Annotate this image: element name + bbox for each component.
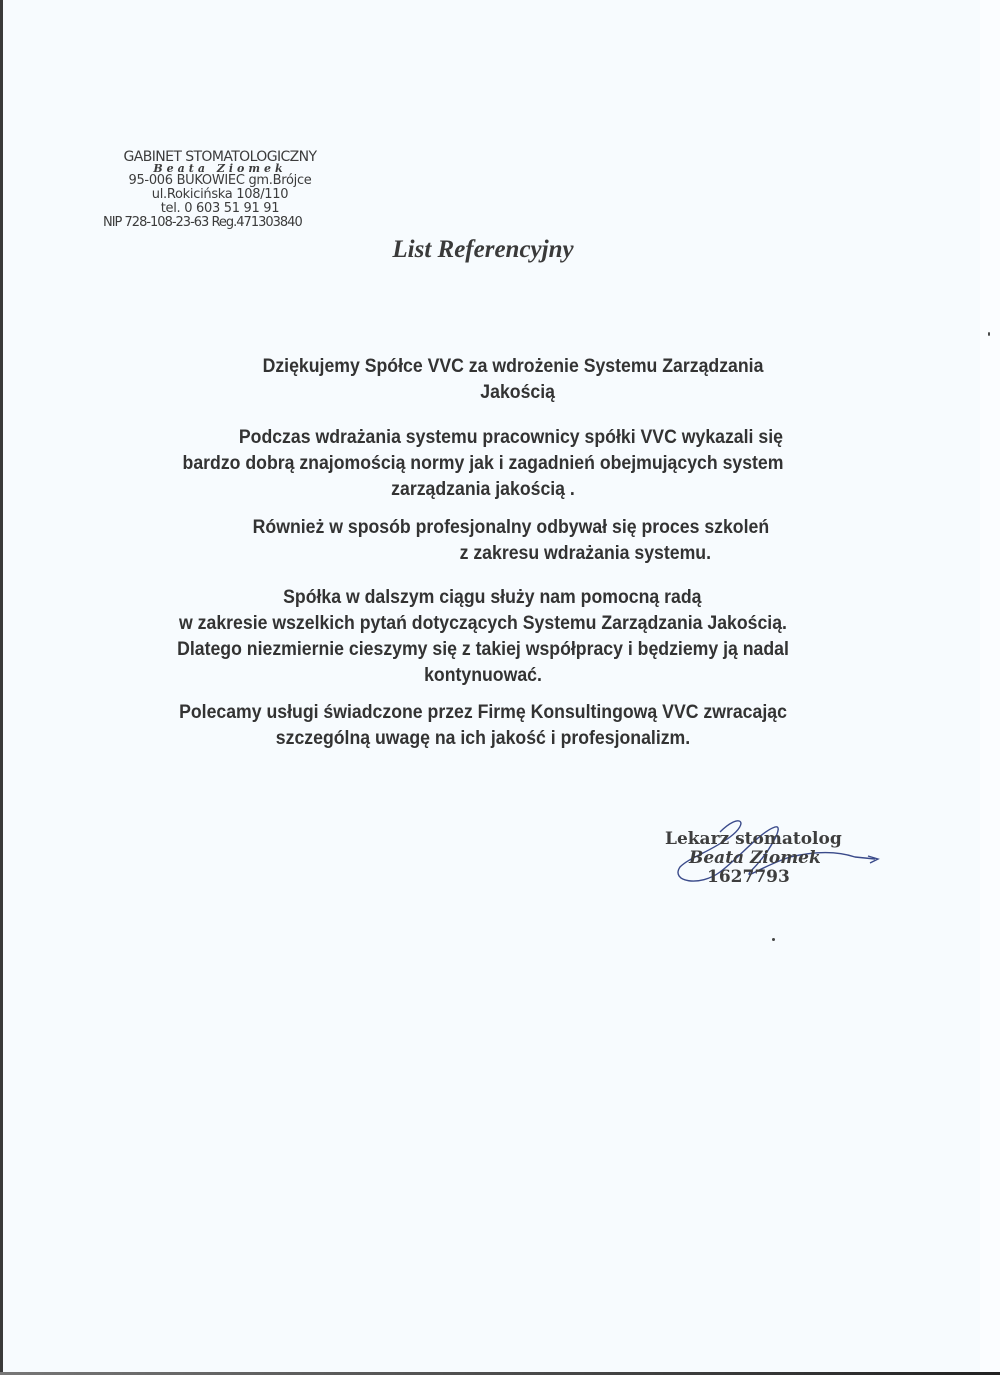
stamp-phone: tel. 0 603 51 91 91 xyxy=(160,201,280,216)
signature-name: Beata Ziomek xyxy=(689,848,821,868)
paragraph-training xyxy=(34,515,932,567)
scan-margin-right xyxy=(980,0,1000,1375)
paragraph-implementation xyxy=(34,425,932,503)
paragraph-line: Polecamy usługi świadczone przez Firmę Konsultingową VVC zwracając xyxy=(179,702,787,723)
paragraph-line: zarządzania jakością . xyxy=(391,479,575,500)
document-title: List Referencyjny xyxy=(392,236,574,263)
paragraph-recommendation xyxy=(34,700,932,752)
paragraph-line: Spółka w dalszym ciągu służy nam pomocną radą xyxy=(283,587,702,608)
paragraph-line: Również w sposób profesjonalny odbywał się proces szkoleń xyxy=(252,517,770,538)
stamp-address: 95-006 BUKOWIEC gm.Brójce xyxy=(128,173,312,188)
paragraph-line: kontynuować. xyxy=(424,665,542,686)
stamp-tax-id: NIP 728-108-23-63 Reg.471303840 xyxy=(103,215,302,230)
signature-role: Lekarz stomatolog xyxy=(665,829,842,849)
paragraph-line: bardzo dobrą znajomością normy jak i zagadnień obejmujących system xyxy=(182,453,784,474)
scan-border-left xyxy=(0,0,3,1375)
paragraph-line: Podczas wdrażania systemu pracownicy spółki VVC wykazali się xyxy=(238,427,783,448)
paragraph-ongoing-support xyxy=(34,585,932,689)
paragraph-line: w zakresie wszelkich pytań dotyczących Systemu Zarządzania Jakością. xyxy=(179,613,787,634)
doctor-signature-block xyxy=(665,830,865,887)
scan-speck xyxy=(772,938,775,941)
signature-license-number: 1627793 xyxy=(707,867,790,887)
paragraph-line: szczególną uwagę na ich jakość i profesjonalizm. xyxy=(275,728,691,749)
paragraph-line: Dlatego niezmiernie cieszymy się z takiej współpracy i będziemy ją nadal xyxy=(177,639,789,660)
paragraph-line: Dziękujemy Spółce VVC za wdrożenie Systemu Zarządzania xyxy=(262,356,764,377)
clinic-stamp xyxy=(100,150,340,230)
paragraph-line: z zakresu wdrażania systemu. xyxy=(459,543,712,564)
scan-speck xyxy=(988,332,990,336)
paragraph-line: Jakością xyxy=(480,382,555,403)
stamp-doctor-name: Beata Ziomek xyxy=(153,162,287,175)
paragraph-thanks xyxy=(64,354,962,406)
stamp-clinic-name: GABINET STOMATOLOGICZNY xyxy=(123,149,317,165)
stamp-street: ul.Rokicińska 108/110 xyxy=(151,187,289,202)
